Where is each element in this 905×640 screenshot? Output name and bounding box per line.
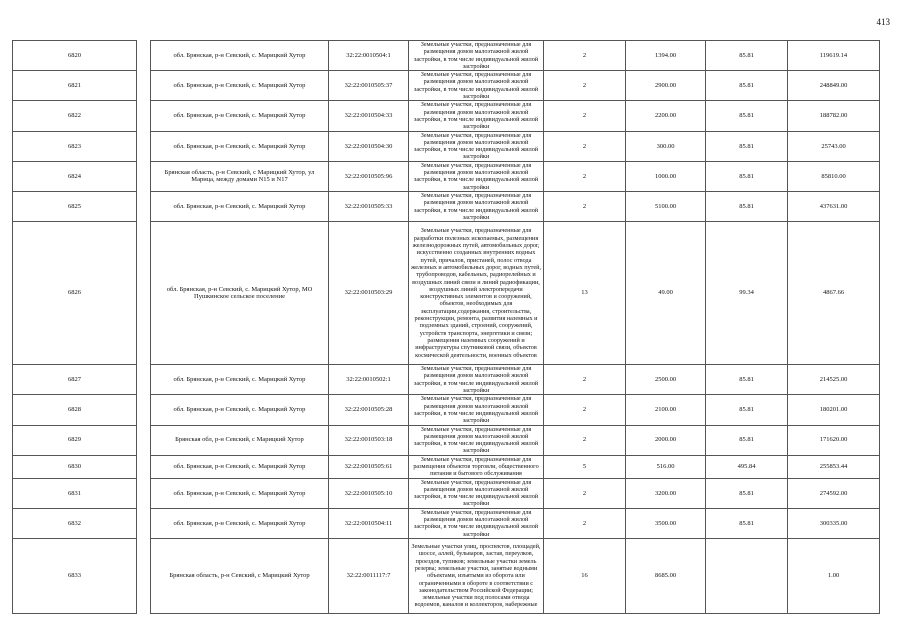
area-cell: 2000.00 [626,425,706,455]
gap [137,538,151,613]
table-row [13,395,880,425]
area-cell: 1394.00 [626,41,706,71]
group-cell: 2 [544,365,626,395]
cadastral-value-cell: 437631.00 [788,191,880,221]
gap [137,508,151,538]
cadastral-number-cell: 32:22:0010503:29 [329,222,409,365]
gap [137,191,151,221]
table-row [13,101,880,131]
row-id: 6833 [13,538,137,613]
rate-cell: 85.81 [706,101,788,131]
rate-cell: 85.81 [706,41,788,71]
cadastral-number-cell: 32:22:0010505:96 [329,161,409,191]
land-purpose-cell: Земельные участки, предназначенные для разработки полезных ископаемых, размещения железнодорожных путей, автомобильных дорог, искусственно созданных внутренних водных путей, причалов, пристаней, полос отвода железных и автомобильных дорог, водных путей, трубопроводов, кабельных, радиорелейных и воздушных линий связи и линий радиофикации, воздушных линий электропередачи конструктивных элементов и сооружений, объектов, необходимых для эксплуатации,содержания, строительства, реконструкции, ремонта, развития наземных и подземных зданий, строений, сооружений, устройств транспорта, энергетики и связи; размещения наземных сооружений и инфраструктуры спутниковой связи, объектов космической деятельности, военных объектов [409,222,544,365]
rate-cell: 495.84 [706,455,788,478]
cadastral-number-cell: 32:22:0010504:1 [329,41,409,71]
cadastral-value-cell: 214525.00 [788,365,880,395]
area-cell: 300.00 [626,131,706,161]
cadastral-value-cell: 255853.44 [788,455,880,478]
cadastral-value-cell: 300335.00 [788,508,880,538]
group-cell: 2 [544,71,626,101]
group-cell: 2 [544,395,626,425]
gap [137,455,151,478]
row-id: 6832 [13,508,137,538]
address-cell: обл. Брянская, р-н Севский, с. Марицкий Хутор [151,191,329,221]
group-cell: 2 [544,131,626,161]
land-purpose-cell: Земельные участки улиц, проспектов, площадей, шоссе, аллей, бульваров, застав, переулков, проездов, тупиков; земельные участки земель резерва; земельные участки, занятые водными объектами, изъятыми из оборота или ограниченными в обороте в соответствии с законодательством Российской Федерации; земельные участки под полосами отвода водоемов, каналов и коллекторов, набережные [409,538,544,613]
address-cell: Брянская область, р-н Севский, с Марицкий Хутор, ул Марица, между домами N15 и N17 [151,161,329,191]
group-cell: 2 [544,425,626,455]
table-row [13,131,880,161]
cadastral-value-cell: 248849.00 [788,71,880,101]
cadastral-value-cell: 25743.00 [788,131,880,161]
cadastral-number-cell: 32:22:0010504:33 [329,101,409,131]
table-row [13,455,880,478]
address-cell: обл. Брянская, р-н Севский, с. Марицкий Хутор [151,508,329,538]
gap [137,131,151,161]
rate-cell: 85.81 [706,425,788,455]
gap [137,365,151,395]
gap [137,425,151,455]
land-purpose-cell: Земельные участки, предназначенные для размещения домов малоэтажной жилой застройки, в том числе индивидуальной жилой застройки [409,365,544,395]
group-cell: 5 [544,455,626,478]
land-purpose-cell: Земельные участки, предназначенные для размещения домов малоэтажной жилой застройки, в том числе индивидуальной жилой застройки [409,508,544,538]
address-cell: Брянская область, р-н Севский, с Марицкий Хутор [151,538,329,613]
area-cell: 2900.00 [626,71,706,101]
land-purpose-cell: Земельные участки, предназначенные для размещения домов малоэтажной жилой застройки, в том числе индивидуальной жилой застройки [409,41,544,71]
row-id: 6821 [13,71,137,101]
cadastral-value-cell: 85810.00 [788,161,880,191]
address-cell: обл. Брянская, р-н Севский, с. Марицкий Хутор [151,455,329,478]
group-cell: 2 [544,101,626,131]
land-purpose-cell: Земельные участки, предназначенные для размещения объектов торговли, общественного питания и бытового обслуживания [409,455,544,478]
area-cell: 3200.00 [626,478,706,508]
table-row [13,365,880,395]
cadastral-number-cell: 32:22:0010505:28 [329,395,409,425]
rate-cell: 85.81 [706,508,788,538]
gap [137,478,151,508]
rate-cell: 85.81 [706,478,788,508]
cadastral-value-cell: 119619.14 [788,41,880,71]
rate-cell: 85.81 [706,395,788,425]
cadastral-number-cell: 32:22:0010503:18 [329,425,409,455]
gap [137,395,151,425]
page-number: 413 [876,17,890,27]
land-purpose-cell: Земельные участки, предназначенные для размещения домов малоэтажной жилой застройки, в том числе индивидуальной жилой застройки [409,131,544,161]
cadastral-number-cell: 32:22:0010502:1 [329,365,409,395]
gap [137,101,151,131]
row-id: 6828 [13,395,137,425]
land-purpose-cell: Земельные участки, предназначенные для размещения домов малоэтажной жилой застройки, в том числе индивидуальной жилой застройки [409,101,544,131]
cadastral-value-cell: 188782.00 [788,101,880,131]
address-cell: обл. Брянская, р-н Севский, с. Марицкий Хутор [151,478,329,508]
row-id: 6825 [13,191,137,221]
cadastral-value-cell: 274592.00 [788,478,880,508]
row-id: 6823 [13,131,137,161]
rate-cell: 85.81 [706,71,788,101]
table-row [13,191,880,221]
land-purpose-cell: Земельные участки, предназначенные для размещения домов малоэтажной жилой застройки, в том числе индивидуальной жилой застройки [409,395,544,425]
land-purpose-cell: Земельные участки, предназначенные для размещения домов малоэтажной жилой застройки, в том числе индивидуальной жилой застройки [409,161,544,191]
cadastral-number-cell: 32:22:0010504:11 [329,508,409,538]
cadastral-number-cell: 32:22:0010504:30 [329,131,409,161]
table-row [13,161,880,191]
cadastral-value-cell: 171620.00 [788,425,880,455]
area-cell: 49.00 [626,222,706,365]
area-cell: 2500.00 [626,365,706,395]
group-cell: 2 [544,161,626,191]
row-id: 6829 [13,425,137,455]
rate-cell: 85.81 [706,365,788,395]
table-row [13,222,880,365]
group-cell: 2 [544,478,626,508]
row-id: 6831 [13,478,137,508]
row-id: 6827 [13,365,137,395]
cadastral-value-cell: 180201.00 [788,395,880,425]
rate-cell: 85.81 [706,131,788,161]
group-cell: 16 [544,538,626,613]
cadastral-number-cell: 32:22:0010505:61 [329,455,409,478]
cadastral-number-cell: 32:22:0010505:37 [329,71,409,101]
address-cell: обл. Брянская, р-н Севский, с. Марицкий Хутор [151,41,329,71]
group-cell: 13 [544,222,626,365]
cadastral-number-cell: 32:22:0010505:10 [329,478,409,508]
table-row [13,425,880,455]
table-row [13,538,880,613]
address-cell: обл. Брянская, р-н Севский, с. Марицкий Хутор [151,71,329,101]
cadastral-value-table [12,40,880,614]
gap [137,71,151,101]
row-id: 6822 [13,101,137,131]
table-row [13,508,880,538]
address-cell: обл. Брянская, р-н Севский, с. Марицкий Хутор, МО Пушкинское сельское поселение [151,222,329,365]
area-cell: 8685.00 [626,538,706,613]
table-row [13,71,880,101]
address-cell: обл. Брянская, р-н Севский, с. Марицкий Хутор [151,131,329,161]
land-purpose-cell: Земельные участки, предназначенные для размещения домов малоэтажной жилой застройки, в том числе индивидуальной жилой застройки [409,425,544,455]
group-cell: 2 [544,41,626,71]
area-cell: 3500.00 [626,508,706,538]
table-row [13,478,880,508]
rate-cell [706,538,788,613]
cadastral-value-cell: 4867.66 [788,222,880,365]
area-cell: 1000.00 [626,161,706,191]
gap [137,41,151,71]
address-cell: обл. Брянская, р-н Севский, с. Марицкий Хутор [151,101,329,131]
area-cell: 5100.00 [626,191,706,221]
cadastral-value-cell: 1.00 [788,538,880,613]
gap [137,222,151,365]
area-cell: 2200.00 [626,101,706,131]
group-cell: 2 [544,508,626,538]
row-id: 6820 [13,41,137,71]
land-purpose-cell: Земельные участки, предназначенные для размещения домов малоэтажной жилой застройки, в том числе индивидуальной жилой застройки [409,71,544,101]
rate-cell: 99.34 [706,222,788,365]
area-cell: 2100.00 [626,395,706,425]
rate-cell: 85.81 [706,191,788,221]
group-cell: 2 [544,191,626,221]
rate-cell: 85.81 [706,161,788,191]
cadastral-number-cell: 32:22:0011117:7 [329,538,409,613]
address-cell: Брянская обл, р-н Севский, с Марицкий Хутор [151,425,329,455]
address-cell: обл. Брянская, р-н Севский, с. Марицкий Хутор [151,365,329,395]
address-cell: обл. Брянская, р-н Севский, с. Марицкий Хутор [151,395,329,425]
table-row [13,41,880,71]
area-cell: 516.00 [626,455,706,478]
row-id: 6824 [13,161,137,191]
land-purpose-cell: Земельные участки, предназначенные для размещения домов малоэтажной жилой застройки, в том числе индивидуальной жилой застройки [409,478,544,508]
row-id: 6830 [13,455,137,478]
land-purpose-cell: Земельные участки, предназначенные для размещения домов малоэтажной жилой застройки, в том числе индивидуальной жилой застройки [409,191,544,221]
gap [137,161,151,191]
cadastral-number-cell: 32:22:0010505:33 [329,191,409,221]
row-id: 6826 [13,222,137,365]
